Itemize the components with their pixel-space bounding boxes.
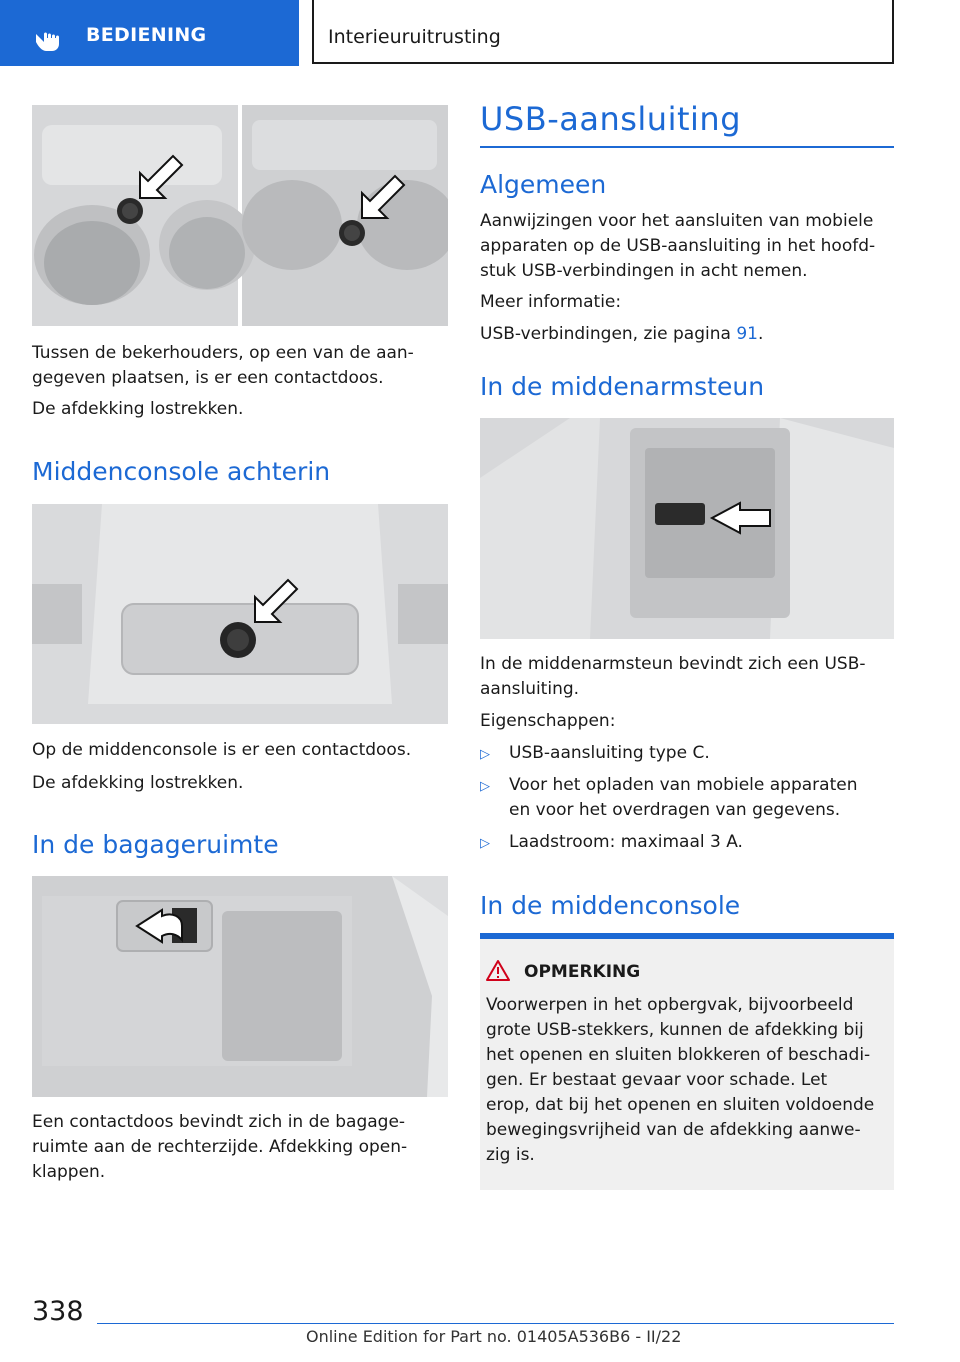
list-item: ▷ Laadstroom: maximaal 3 A.	[480, 830, 894, 855]
note-box	[480, 933, 894, 1190]
rear-console-text: Op de middenconsole is er een contactdoos.	[32, 740, 412, 760]
rear-console-cover-text: De afdekking lostrekken.	[32, 773, 244, 793]
cupholder-photo	[32, 105, 448, 326]
armrest-heading: In de middenarmsteun	[480, 372, 765, 401]
chapter-label: BEDIENING	[86, 24, 207, 46]
page-91-link[interactable]: 91	[736, 324, 758, 344]
armrest-photo	[480, 418, 894, 639]
warning-triangle-icon	[486, 959, 510, 981]
general-heading: Algemeen	[480, 170, 607, 199]
hand-pointer-icon	[34, 24, 64, 52]
cupholder-text: Tussen de bekerhouders, op een van de aan- gegeven plaatsen, is er een contactdoos.	[32, 343, 414, 388]
note-text: Voorwerpen in het opbergvak, bijvoorbeeld grote USB-stekkers, kunnen de afdekking bij het openen en sluiten blokkeren of beschadi- gen. Er bestaat gevaar voor schade. Let erop, dat bij het openen en sluiten voldoende bewegingsvrijheid van de afdekking aanwe- zig is.	[486, 995, 875, 1165]
cupholder-cover-text: De afdekking lostrekken.	[32, 399, 244, 419]
properties-label: Eigenschappen:	[480, 711, 616, 731]
rear-console-photo	[32, 504, 448, 724]
page-number: 338	[32, 1296, 84, 1327]
list-item: ▷ Voor het opladen van mobiele apparaten en voor het overdragen van gegevens.	[480, 775, 858, 820]
usb-reference-text: USB-verbindingen, zie pagina	[480, 324, 737, 344]
luggage-text: Een contactdoos bevindt zich in de bagage- ruimte aan de rechterzijde. Afdekking open- klappen.	[32, 1112, 408, 1182]
section-title: Interieuruitrusting	[328, 26, 501, 48]
general-text: Aanwijzingen voor het aansluiten van mobiele apparaten op de USB-aansluiting in het hoofd- stuk USB-verbindingen in acht nemen.	[480, 211, 876, 281]
list-item: ▷ USB-aansluiting type C.	[480, 741, 894, 766]
main-heading-rule	[480, 146, 894, 148]
more-info-label: Meer informatie:	[480, 292, 622, 312]
rear-console-heading: Middenconsole achterin	[32, 457, 331, 486]
bullet-triangle-icon: ▷	[480, 836, 490, 851]
note-title: OPMERKING	[524, 962, 641, 982]
armrest-text: In de middenarmsteun bevindt zich een USB- aansluiting.	[480, 654, 866, 699]
usb-reference	[480, 322, 894, 347]
note-top-bar	[480, 933, 894, 939]
main-heading: USB-aansluiting	[480, 100, 741, 138]
properties-list	[480, 741, 894, 862]
footer-rule	[97, 1323, 894, 1324]
usb-reference-suffix: .	[757, 324, 764, 344]
bullet-triangle-icon: ▷	[480, 747, 490, 762]
bullet-triangle-icon: ▷	[480, 779, 490, 794]
luggage-heading: In de bagageruimte	[32, 830, 279, 859]
section-title-box	[312, 0, 894, 64]
console-heading: In de middenconsole	[480, 891, 741, 920]
chapter-tab	[0, 0, 299, 66]
edition-text: Online Edition for Part no. 01405A536B6 - II/22	[306, 1327, 682, 1346]
luggage-photo	[32, 876, 448, 1097]
